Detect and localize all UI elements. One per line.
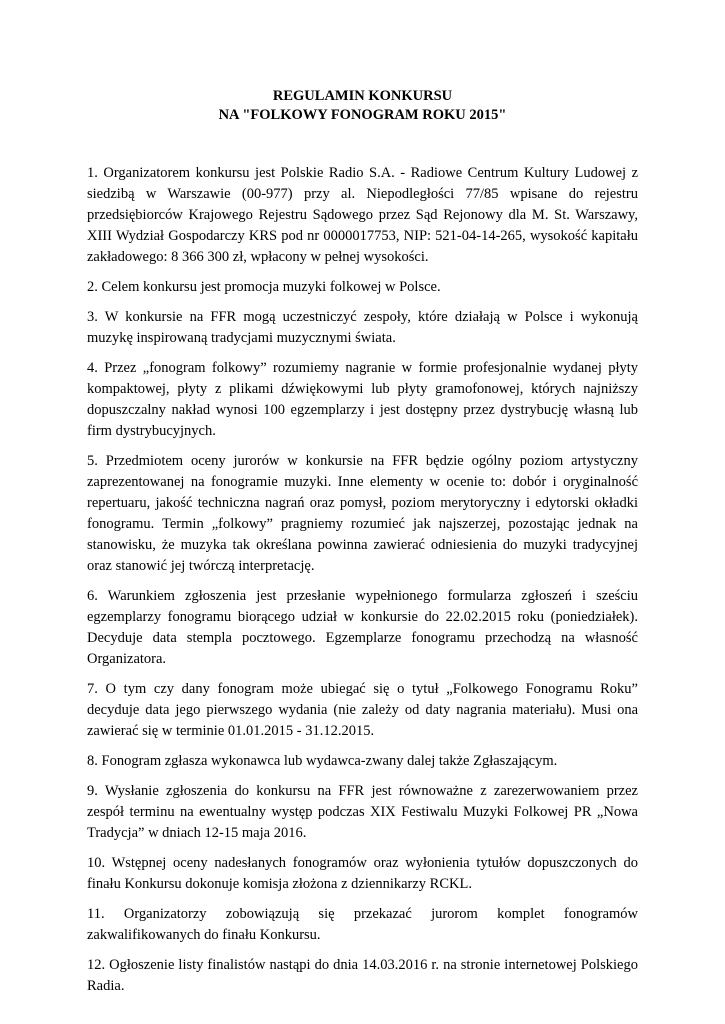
paragraph-4: 4. Przez „fonogram folkowy” rozumiemy nagranie w formie profesjonalnie wydanej płyty kompaktowej, płyty z plikami dźwiękowymi lub płyty gramofonowej, których najniższy dopuszczalny nakład wynosi 100 egzemplarzy i jest dostępny przez dystrybucję własną lub firm dystrybucyjnych. — [87, 360, 638, 439]
paragraph-10: 10. Wstępnej oceny nadesłanych fonogramów oraz wyłonienia tytułów dopuszczonych do finału Konkursu dokonuje komisja złożona z dziennikarzy RCKL. — [87, 855, 638, 892]
paragraph-12: 12. Ogłoszenie listy finalistów nastąpi do dnia 14.03.2016 r. na stronie internetowej Polskiego Radia. — [87, 957, 638, 994]
paragraph-2: 2. Celem konkursu jest promocja muzyki folkowej w Polsce. — [87, 279, 441, 295]
paragraph-6: 6. Warunkiem zgłoszenia jest przesłanie wypełnionego formularza zgłoszeń i sześciu egzemplarzy fonogramu biorącego udział w konkursie do 22.02.2015 roku (poniedziałek). Decyduje data stempla pocztowego. Egzemplarze fonogramu przechodzą na własność Organizatora. — [87, 588, 638, 667]
paragraph-11: 11. Organizatorzy zobowiązują się przekazać jurorom komplet fonogramów zakwalifikowanych do finału Konkursu. — [87, 906, 638, 943]
document-page — [87, 87, 638, 1006]
document-title — [87, 87, 638, 125]
title-line-2: NA "FOLKOWY FONOGRAM ROKU 2015" — [218, 107, 507, 123]
paragraph-9: 9. Wysłanie zgłoszenia do konkursu na FFR jest równoważne z zarezerwowaniem przez zespół terminu na ewentualny występ podczas XIX Festiwalu Muzyki Folkowej PR „Nowa Tradycja” w dniach 12-15 maja 2016. — [87, 783, 638, 841]
paragraph-7: 7. O tym czy dany fonogram może ubiegać się o tytuł „Folkowego Fonogramu Roku” decyduje data jego pierwszego wydania (nie zależy od daty nagrania materiału). Musi ona zawierać się w terminie 01.01.2015 - 31.12.2015. — [87, 681, 638, 739]
title-line-1: REGULAMIN KONKURSU — [272, 88, 453, 104]
paragraph-3: 3. W konkursie na FFR mogą uczestniczyć zespoły, które działają w Polsce i wykonują muzykę inspirowaną tradycjami muzycznymi świata. — [87, 309, 638, 346]
paragraph-1: 1. Organizatorem konkursu jest Polskie Radio S.A. - Radiowe Centrum Kultury Ludowej z siedzibą w Warszawie (00-977) przy al. Niepodległości 77/85 wpisane do rejestru przedsiębiorców Krajowego Rejestru Sądowego przez Sąd Rejonowy dla M. St. Warszawy, XIII Wydział Gospodarczy KRS pod nr 0000017753, NIP: 521-04-14-265, wysokość kapitału zakładowego: 8 366 300 zł, wpłacony w pełnej wysokości. — [87, 165, 638, 265]
paragraph-5: 5. Przedmiotem oceny jurorów w konkursie na FFR będzie ogólny poziom artystyczny zaprezentowanej na fonogramie muzyki. Inne elementy w ocenie to: dobór i oryginalność repertuaru, jakość techniczna nagrań oraz pomysł, poziom merytoryczny i edytorski okładki fonogramu. Termin „folkowy” pragniemy rozumieć jak najszerzej, pozostając jednak na stanowisku, że muzyka tak określana powinna zawierać odniesienia do muzyki tradycyjnej oraz stanowić jej twórczą interpretację. — [87, 453, 638, 574]
paragraph-8: 8. Fonogram zgłasza wykonawca lub wydawca-zwany dalej także Zgłaszającym. — [87, 753, 558, 769]
